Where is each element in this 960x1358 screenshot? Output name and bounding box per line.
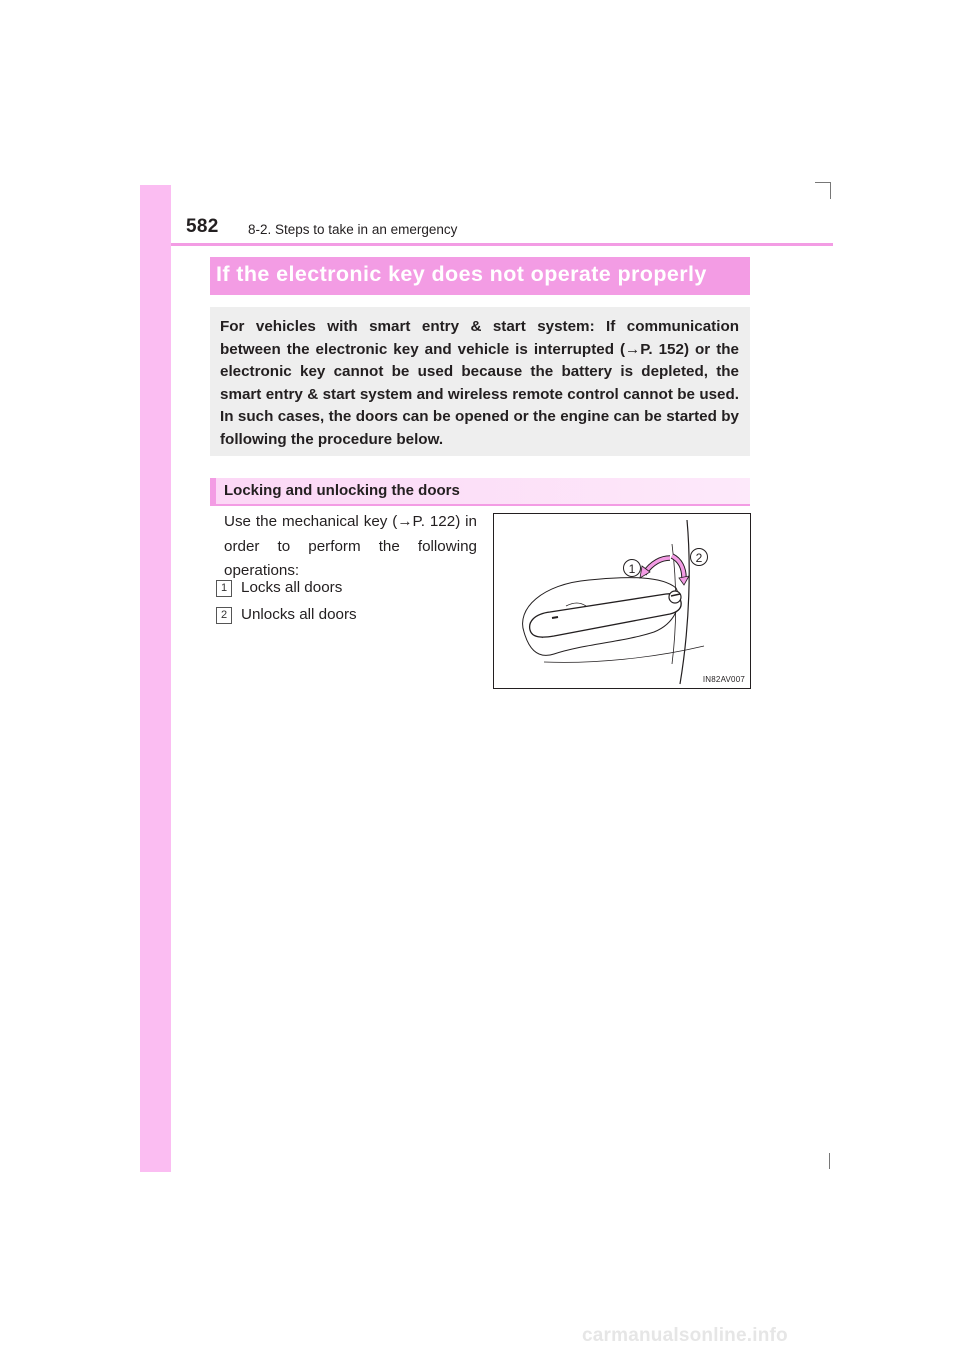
step-label-2: Unlocks all doors xyxy=(241,606,357,623)
side-tab-strip xyxy=(140,185,171,1172)
figure-code: IN82AV007 xyxy=(702,675,745,684)
instruction-text: Use the mechanical key (→P. 122) in order to perform the following operations: xyxy=(224,513,477,579)
callout-2-label: 2 xyxy=(695,551,703,565)
subsection-heading: Locking and unlocking the doors xyxy=(224,482,460,499)
footer-watermark[interactable]: carmanualsonline.info xyxy=(582,1325,788,1346)
callout-1-label: 1 xyxy=(628,562,636,576)
intro-box xyxy=(210,307,750,456)
title-bar xyxy=(210,257,750,295)
step-number-2: 2 xyxy=(216,607,232,624)
door-handle-figure xyxy=(493,513,751,689)
subsection-accent xyxy=(210,478,216,506)
handle-grip xyxy=(530,594,682,637)
step-item-1 xyxy=(216,579,342,597)
subsection-heading-bar xyxy=(210,478,750,506)
door-handle-key-cylinder-illustration xyxy=(494,514,750,688)
crop-mark-bottom-right xyxy=(829,1153,830,1169)
section-label: 8-2. Steps to take in an emergency xyxy=(248,222,458,237)
page-number: 582 xyxy=(186,216,219,237)
key-cylinder xyxy=(669,591,681,603)
handle-detail xyxy=(566,603,586,606)
step-label-1: Locks all doors xyxy=(241,579,343,596)
page-title: If the electronic key does not operate properly xyxy=(216,262,707,286)
door-bottom-line xyxy=(544,646,704,662)
step-number-1: 1 xyxy=(216,580,232,597)
step-item-2 xyxy=(216,606,357,624)
crop-mark-top-right xyxy=(815,182,831,199)
header-rule xyxy=(171,243,833,246)
intro-text: For vehicles with smart entry & start system: If communication between the electronic key and vehicle is interrupted (→P. 152) or the electronic key cannot be used because the battery is depleted, the smart entry & start system and wireless remote control cannot be used. In such cases, the doors can be opened or the engine can be started by following the procedure below. xyxy=(220,318,739,448)
unlock-arrow-head xyxy=(679,576,689,585)
handle-mark xyxy=(552,617,558,618)
